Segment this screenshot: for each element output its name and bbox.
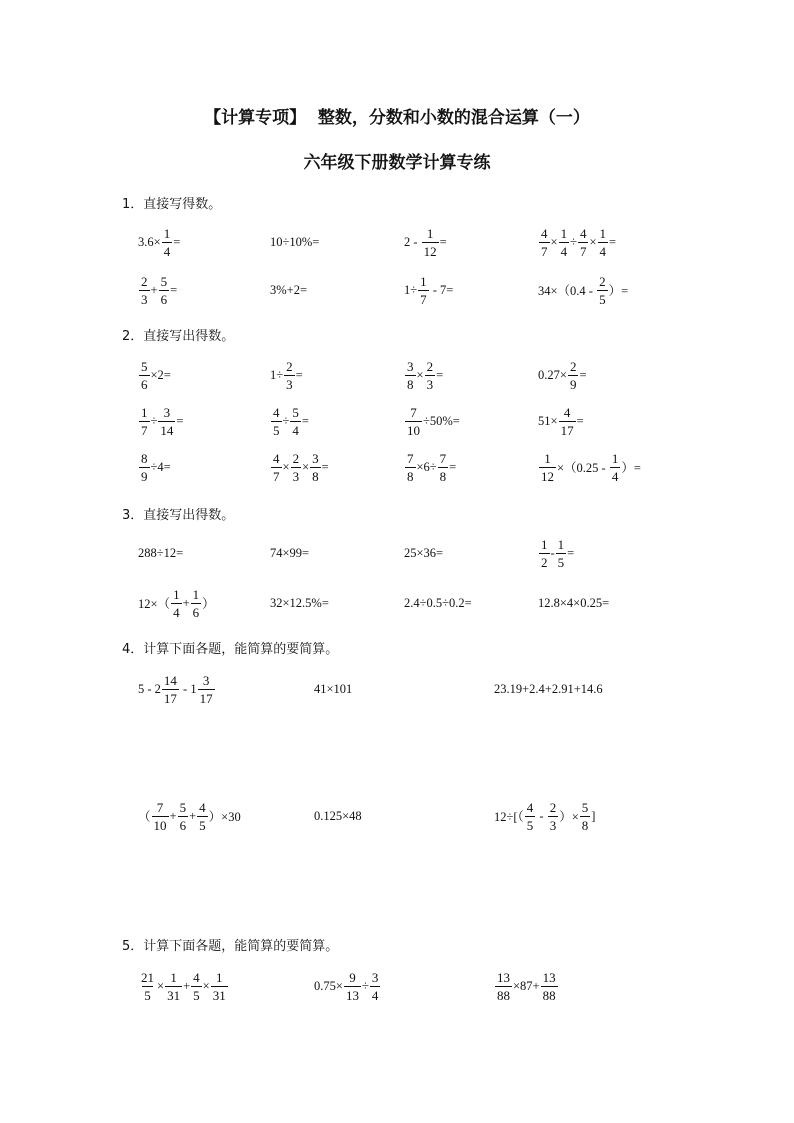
expression-text: ÷	[570, 234, 577, 249]
expression-text: +	[183, 978, 191, 993]
expression-text: ）=	[621, 461, 641, 475]
fraction-denominator: 17	[560, 422, 574, 438]
math-problem	[404, 449, 456, 485]
expression-text: ×	[589, 234, 597, 249]
fraction-denominator: 4	[560, 243, 568, 259]
fraction-denominator: 5	[557, 554, 565, 570]
fraction-denominator: 7	[541, 243, 548, 259]
fraction	[539, 227, 550, 258]
fraction	[158, 406, 175, 437]
fraction-denominator: 6	[192, 604, 200, 620]
fraction	[271, 406, 282, 437]
fraction-numerator: 4	[563, 404, 571, 420]
fraction-numerator: 1	[544, 450, 551, 466]
expression-text: =	[436, 367, 444, 382]
fraction	[370, 971, 381, 1002]
fraction-denominator: 14	[160, 422, 174, 438]
fraction-numerator: 5	[581, 799, 589, 815]
expression-text: =	[439, 234, 447, 249]
fraction-numerator: 4	[579, 225, 587, 241]
fraction-numerator: 8	[141, 450, 148, 466]
fraction-numerator: 3	[202, 672, 210, 688]
expression-text: 2 -	[404, 234, 421, 249]
fraction-denominator: 3	[426, 376, 434, 392]
expression-text: =	[301, 413, 309, 428]
expression-text: =	[295, 367, 303, 382]
fraction-denominator: 6	[160, 291, 168, 307]
expression-text: ×6÷	[416, 459, 437, 474]
fraction	[422, 227, 439, 258]
math-problem	[538, 535, 574, 571]
fraction	[438, 452, 449, 483]
expression-text: =	[567, 545, 575, 560]
fraction	[139, 406, 150, 437]
math-problem	[538, 357, 587, 393]
math-problem	[138, 357, 171, 393]
page-title: 【计算专项】 整数，分数和小数的混合运算（一）	[204, 108, 590, 128]
expression-text: ]	[591, 808, 596, 823]
expression-text: 1÷	[270, 367, 284, 382]
fraction	[139, 275, 150, 306]
expression-text: =	[321, 459, 329, 474]
fraction-numerator: 14	[163, 672, 177, 688]
fraction-numerator: 2	[292, 450, 300, 466]
math-problem	[404, 535, 443, 571]
fraction-numerator: 5	[179, 799, 187, 815]
fraction-numerator: 2	[569, 358, 577, 374]
fraction	[165, 971, 182, 1002]
fraction-numerator: 4	[273, 404, 280, 420]
expression-text: ÷4=	[150, 459, 171, 474]
fraction-numerator: 2	[286, 358, 293, 374]
fraction-numerator: 1	[170, 969, 177, 985]
fraction	[198, 674, 215, 705]
fraction	[139, 971, 156, 1002]
fraction	[152, 801, 169, 832]
fraction	[539, 538, 550, 569]
math-problem	[314, 798, 362, 834]
math-problem	[494, 798, 595, 834]
fraction-denominator: 3	[549, 817, 557, 833]
fraction	[598, 227, 609, 258]
math-problem	[270, 272, 307, 308]
fraction	[191, 588, 202, 619]
fraction-denominator: 17	[199, 690, 213, 706]
fraction-denominator: 8	[312, 468, 319, 484]
math-problem	[138, 535, 183, 571]
section-heading: 1．直接写得数。	[122, 197, 222, 212]
fraction-denominator: 8	[439, 468, 447, 484]
fraction-numerator: 1	[163, 225, 171, 241]
math-problem	[404, 224, 447, 260]
fraction-denominator: 5	[144, 987, 151, 1003]
expression-text: 1÷	[404, 282, 418, 297]
math-problem	[314, 968, 381, 1004]
expression-text: 288÷12=	[138, 545, 184, 560]
expression-text: 0.75×	[314, 978, 343, 993]
math-problem	[538, 403, 584, 439]
math-problem	[138, 798, 241, 834]
fraction	[610, 452, 621, 483]
fraction	[291, 452, 302, 483]
fraction-denominator: 4	[599, 243, 606, 259]
expression-text: 2.4÷0.5÷0.2=	[404, 595, 472, 610]
fraction-numerator: 4	[273, 450, 280, 466]
fraction-denominator: 8	[407, 376, 414, 392]
math-problem	[404, 585, 472, 621]
fraction	[310, 452, 321, 483]
fraction	[539, 452, 556, 483]
fraction	[139, 360, 150, 391]
math-problem	[270, 357, 303, 393]
fraction-denominator: 12	[541, 468, 554, 484]
expression-text: ×	[302, 459, 310, 474]
fraction-denominator: 7	[579, 243, 587, 259]
expression-text: +	[150, 282, 158, 297]
fraction	[405, 452, 416, 483]
math-problem	[404, 357, 443, 393]
expression-text: =	[170, 282, 178, 297]
fraction-denominator: 7	[420, 291, 427, 307]
fraction-denominator: 8	[407, 468, 414, 484]
fraction-numerator: 9	[349, 969, 356, 985]
fraction	[418, 275, 429, 306]
expression-text: =	[579, 367, 587, 382]
expression-text: ×	[416, 367, 424, 382]
math-problem	[138, 449, 171, 485]
fraction	[159, 275, 170, 306]
math-problem	[138, 272, 177, 308]
fraction-denominator: 5	[193, 987, 200, 1003]
expression-text: ÷	[150, 413, 158, 428]
fraction	[284, 360, 295, 391]
section-heading: 2．直接写出得数。	[122, 329, 235, 344]
math-problem	[270, 403, 309, 439]
fraction-denominator: 12	[423, 243, 437, 259]
fraction-denominator: 4	[371, 987, 379, 1003]
fraction	[525, 801, 536, 832]
math-problem	[138, 968, 229, 1004]
expression-text: ÷	[282, 413, 290, 428]
fraction	[139, 452, 150, 483]
math-problem	[138, 224, 180, 260]
expression-text: 12÷[（	[494, 810, 524, 824]
math-problem	[138, 403, 183, 439]
fraction-denominator: 88	[497, 987, 510, 1003]
expression-text: 12.8×4×0.25=	[538, 595, 610, 610]
math-problem	[270, 224, 319, 260]
fraction-numerator: 7	[156, 799, 164, 815]
math-problem	[404, 272, 453, 308]
fraction-denominator: 4	[173, 604, 180, 620]
fraction-numerator: 3	[312, 450, 319, 466]
fraction-numerator: 3	[371, 969, 379, 985]
expression-text: - 1	[179, 681, 197, 696]
fraction-denominator: 3	[286, 376, 293, 392]
expression-text: =	[176, 413, 184, 428]
fraction-denominator: 6	[141, 376, 148, 392]
fraction	[191, 971, 202, 1002]
fraction-denominator: 5	[526, 817, 534, 833]
fraction-numerator: 21	[141, 969, 154, 985]
expression-text: ）=	[608, 284, 629, 298]
expression-text: 74×99=	[270, 545, 310, 560]
fraction-numerator: 4	[541, 225, 548, 241]
fraction-numerator: 1	[215, 969, 223, 985]
fraction	[211, 971, 228, 1002]
fraction-numerator: 1	[192, 586, 200, 602]
fraction-numerator: 1	[426, 225, 434, 241]
fraction-denominator: 9	[569, 376, 577, 392]
math-problem	[314, 671, 352, 707]
fraction-denominator: 88	[542, 987, 556, 1003]
fraction-numerator: 13	[542, 969, 556, 985]
expression-text: ）	[202, 597, 215, 611]
fraction	[559, 406, 576, 437]
expression-text: 3.6×	[138, 234, 161, 249]
fraction	[162, 227, 173, 258]
fraction-denominator: 9	[141, 468, 148, 484]
fraction-denominator: 5	[599, 291, 606, 307]
fraction-numerator: 1	[541, 536, 548, 552]
fraction	[405, 406, 422, 437]
fraction-denominator: 4	[163, 243, 171, 259]
fraction-numerator: 5	[141, 358, 148, 374]
fraction-numerator: 1	[611, 450, 619, 466]
fraction-numerator: 4	[199, 799, 206, 815]
fraction	[559, 227, 570, 258]
fraction-numerator: 1	[173, 586, 180, 602]
fraction-denominator: 10	[153, 817, 167, 833]
fraction	[556, 538, 567, 569]
fraction-denominator: 5	[273, 422, 280, 438]
expression-text: 12×（	[138, 597, 171, 611]
section-heading: 4．计算下面各题，能简算的要简算。	[122, 642, 339, 657]
expression-text: -	[550, 545, 555, 560]
fraction-numerator: 2	[549, 799, 557, 815]
expression-text: 32×12.5%=	[270, 595, 329, 610]
expression-text: 0.125×48	[314, 808, 362, 823]
fraction-denominator: 13	[345, 987, 359, 1003]
fraction-numerator: 1	[599, 225, 606, 241]
fraction	[548, 801, 559, 832]
fraction-denominator: 7	[141, 422, 148, 438]
expression-text: ÷50%=	[423, 413, 460, 428]
fraction-denominator: 31	[212, 987, 226, 1003]
fraction-denominator: 4	[292, 422, 299, 438]
fraction	[197, 801, 208, 832]
expression-text: ×	[282, 459, 290, 474]
fraction-numerator: 1	[420, 273, 427, 289]
expression-text: ）×	[559, 810, 579, 824]
expression-text: +	[182, 595, 190, 610]
expression-text: =	[173, 234, 181, 249]
expression-text: ×	[202, 978, 210, 993]
fraction-denominator: 17	[163, 690, 177, 706]
math-problem	[138, 585, 215, 621]
math-problem	[494, 671, 603, 707]
fraction	[290, 406, 301, 437]
section-heading: 5．计算下面各题，能简算的要简算。	[122, 939, 339, 954]
expression-text: - 7=	[429, 282, 454, 297]
fraction-numerator: 7	[439, 450, 447, 466]
math-problem	[270, 535, 309, 571]
fraction-denominator: 2	[541, 554, 548, 570]
expression-text: ×（0.25 -	[557, 461, 609, 475]
fraction-numerator: 1	[560, 225, 568, 241]
fraction-denominator: 6	[179, 817, 187, 833]
fraction	[597, 275, 608, 306]
expression-text: 34×（0.4 -	[538, 284, 597, 298]
expression-text: -	[536, 808, 547, 823]
math-problem	[538, 585, 609, 621]
fraction	[495, 971, 512, 1002]
page-subtitle: 六年级下册数学计算专练	[303, 153, 491, 173]
expression-text: ÷	[361, 978, 369, 993]
fraction-denominator: 5	[199, 817, 206, 833]
fraction-numerator: 4	[193, 969, 200, 985]
math-problem	[494, 968, 559, 1004]
math-problem	[138, 671, 216, 707]
fraction	[162, 674, 179, 705]
expression-text: 41×101	[314, 681, 353, 696]
fraction-denominator: 31	[167, 987, 181, 1003]
expression-text: ×2=	[150, 367, 171, 382]
fraction	[405, 360, 416, 391]
fraction-numerator: 2	[426, 358, 434, 374]
section-heading: 3．直接写出得数。	[122, 508, 235, 523]
fraction-numerator: 2	[599, 273, 606, 289]
expression-text: +	[189, 808, 197, 823]
fraction-numerator: 7	[407, 450, 414, 466]
fraction-numerator: 4	[526, 799, 534, 815]
math-problem	[270, 449, 329, 485]
fraction-denominator: 7	[273, 468, 280, 484]
expression-text: +	[169, 808, 177, 823]
expression-text: 3%+2=	[270, 282, 308, 297]
fraction	[344, 971, 361, 1002]
expression-text: 23.19+2.4+2.91+14.6	[494, 681, 603, 696]
expression-text: 5 - 2	[138, 681, 161, 696]
expression-text: =	[449, 459, 457, 474]
fraction	[541, 971, 558, 1002]
expression-text: 25×36=	[404, 545, 444, 560]
fraction	[271, 452, 282, 483]
math-problem	[270, 585, 329, 621]
fraction-denominator: 3	[292, 468, 300, 484]
fraction-numerator: 5	[292, 404, 299, 420]
expression-text: ×	[157, 978, 165, 993]
fraction-denominator: 10	[407, 422, 420, 438]
fraction-numerator: 3	[407, 358, 414, 374]
fraction-numerator: 3	[163, 404, 171, 420]
fraction-numerator: 5	[160, 273, 168, 289]
expression-text: =	[576, 413, 584, 428]
math-problem	[538, 224, 616, 260]
fraction-numerator: 1	[557, 536, 565, 552]
fraction	[568, 360, 579, 391]
fraction-denominator: 4	[611, 468, 619, 484]
expression-text: 10÷10%=	[270, 234, 320, 249]
fraction-denominator: 8	[581, 817, 589, 833]
fraction	[578, 227, 589, 258]
expression-text: 0.27×	[538, 367, 567, 382]
math-problem	[538, 449, 641, 485]
expression-text: =	[609, 234, 617, 249]
fraction	[580, 801, 591, 832]
expression-text: （	[138, 810, 151, 824]
fraction-numerator: 2	[141, 273, 148, 289]
expression-text: ×87+	[513, 978, 540, 993]
fraction-numerator: 13	[497, 969, 510, 985]
math-problem	[538, 272, 628, 308]
fraction	[178, 801, 189, 832]
fraction-numerator: 7	[410, 404, 417, 420]
math-problem	[404, 403, 460, 439]
fraction-denominator: 3	[141, 291, 148, 307]
expression-text: ×	[550, 234, 558, 249]
expression-text: ）×30	[208, 810, 241, 824]
expression-text: 51×	[538, 413, 558, 428]
fraction	[425, 360, 436, 391]
fraction	[171, 588, 182, 619]
fraction-numerator: 1	[141, 404, 148, 420]
